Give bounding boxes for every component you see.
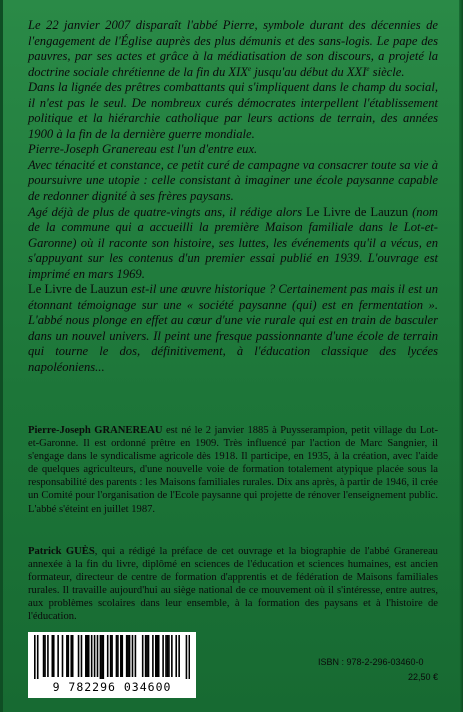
back-cover-blurb [28,18,438,376]
barcode-bar [162,635,164,677]
barcode-bar [47,635,49,677]
blurb-paragraph-3: Pierre-Joseph Granereau est l'un d'entre eux. [28,142,258,157]
biography-text: , qui a rédigé la préface de cet ouvrage et la biographie de l'abbé Granereau annexée à la fin du livre, diplômé en sciences de l'éducation et sciences humaines, est ancien formateur, directeur de centre de formation d'apprentis et de fédération de Maisons familiales rurales. Il travaille aujourd'hui au siège national de ce mouvement où il s'intéresse, entre autres, aux problèmes scolaires dans leur ensemble, à la formation des paysans et à l'histoire de l'éducation. [28,546,438,623]
barcode-bar [146,635,148,677]
barcode-bar [189,635,190,679]
blurb-paragraph-1 [28,18,438,80]
isbn: ISBN : 978-2-296-03460-0 [318,657,424,667]
barcode-bar [175,635,177,677]
barcode-bar [37,635,39,679]
barcode-bar [127,635,129,677]
barcode-bar [86,635,88,677]
preface-author-name: Patrick GUÈS [28,546,95,557]
barcode-bar [171,635,173,677]
barcode-bar [100,635,102,679]
barcode-bar [186,635,188,679]
barcode-bar [101,635,103,679]
blurb-text: jusqu'au début du XXI [251,64,367,79]
barcode-bar [117,635,119,677]
author-biography [28,424,438,516]
barcode-bar [155,635,157,677]
barcode-bar [94,635,96,677]
blurb-text: (nom de la commune qui a accueilli la première Maison familiale dans le Lot-et-Garonne) où il raconte son histoire, ses luttes, les événements qu'il a vécus, en s'appuyant sur les contenus d'un premier essai publié en 1939. L'ouvrage est imprimé en mars 1969. [28,204,438,281]
barcode-bar [132,635,134,677]
preface-author-biography [28,545,438,624]
barcode-bar [88,635,90,677]
barcode-bar [62,635,64,677]
barcode-bar [111,635,113,677]
barcode-bar [85,635,87,677]
barcode-bar [167,635,169,677]
blurb-text: siècle. [369,64,405,79]
biography-text: est né le 2 janvier 1885 à Puysserampion, petit village du Lot-et-Garonne. Il est ordonné prêtre en 1909. Très influencé par l'action de Marc Sangnier, il s'engage dans le syndicalisme agricole dès 1918. Il participe, en 1935, à la création, avec l'aide de quelques agriculteurs, d'une nouvelle voie de formation totalement atypique placée sous la responsabilité des parents : les Maisons familiales rurales. Dix ans après, à partir de 1946, il crée un Comité pour l'organisation de l'Ecole paysanne qui projette de rénover l'enseignement public. L'abbé s'éteint en juillet 1987. [28,425,439,515]
barcode-bar [53,635,55,677]
barcode-bar [97,635,99,677]
barcode-bar [116,635,118,677]
superscript: e [247,64,252,73]
barcode-bar [129,635,131,677]
price: 22,50 € [407,672,438,682]
book-title: Le Livre de Lauzun [28,282,128,297]
barcode-bar [43,635,45,677]
blurb-text: Agé déjà de plus de quatre-vingts ans, il rédige alors [28,204,307,219]
blurb-text: Le 22 janvier 2007 disparaît l'abbé Pierre, symbole durant des décennies de l'engagement de l'Église auprès des plus démunis et des sans-logis. Le pape des pauvres, par ses actes et grâce à la médiatisation de son discours, a projeté la doctrine sociale chrétienne de la fin du XIX [28,18,438,79]
barcode-bar [152,635,154,677]
blurb-paragraph-6 [28,282,438,375]
book-title: Le Livre de Lauzun [306,204,409,219]
barcode-number: 9 782296 034600 [52,680,172,694]
blurb-paragraph-5 [28,205,438,283]
barcode-bar [103,635,105,679]
barcode-bar [120,635,122,677]
barcode-bar [34,635,36,679]
barcode-bar [52,635,54,677]
book-spine-edge [0,0,3,712]
barcode-bar [156,635,158,677]
barcode-bar [168,635,170,677]
barcode-bar [178,635,180,677]
barcode-bar [72,635,74,677]
barcode-bars [34,635,190,679]
superscript: e [366,64,370,73]
barcode-bar [91,635,93,677]
author-name: Pierre-Joseph GRANEREAU [28,425,163,436]
blurb-paragraph-2: Dans la lignée des prêtres combattants qui s'impliquent dans le champ du social, il n'est pas le seul. De nombreux curés démocrates interpellent l'établissement politique et la hiérarchie catholique par leurs actions de terrain, des années 1900 à la fin de la dernière guerre mondiale. [28,80,438,141]
blurb-text: est-il une œuvre historique ? Certainement pas mais il est un étonnant témoignage sur une « société paysanne (qui) est en fermentation ». L'abbé nous plonge en effet au cœur d'une vie rurale qui est en train de basculer dans un nouvel univers. Il peint une fresque passionnante d'une école de terrain qui tourne le dos, définitivement, à l'éducation classique des lycées napoléoniens... [28,282,438,375]
barcode-bar [81,635,83,677]
barcode [28,632,196,698]
barcode-bar [126,635,128,677]
barcode-bar [66,635,68,677]
barcode-bar [68,635,70,677]
barcode-bar [135,635,137,677]
barcode-bar [148,635,150,677]
barcode-bar [121,635,123,677]
barcode-bar [110,635,112,677]
barcode-bar [70,635,72,677]
barcode-bar [158,635,160,677]
barcode-bar [44,635,46,677]
barcode-bar [78,635,80,677]
page-edge [459,0,463,712]
barcode-bar [107,635,109,677]
barcode-bar [57,635,59,677]
barcode-bar [145,635,147,677]
blurb-paragraph-4: Avec ténacité et constance, ce petit curé de campagne va consacrer toute sa vie à poursuivre une utopie : celle consistant à imaginer une école paysanne capable de redonner dignité à ses frères paysans. [28,157,438,204]
barcode-bar [142,635,144,677]
barcode-bar [165,635,167,677]
